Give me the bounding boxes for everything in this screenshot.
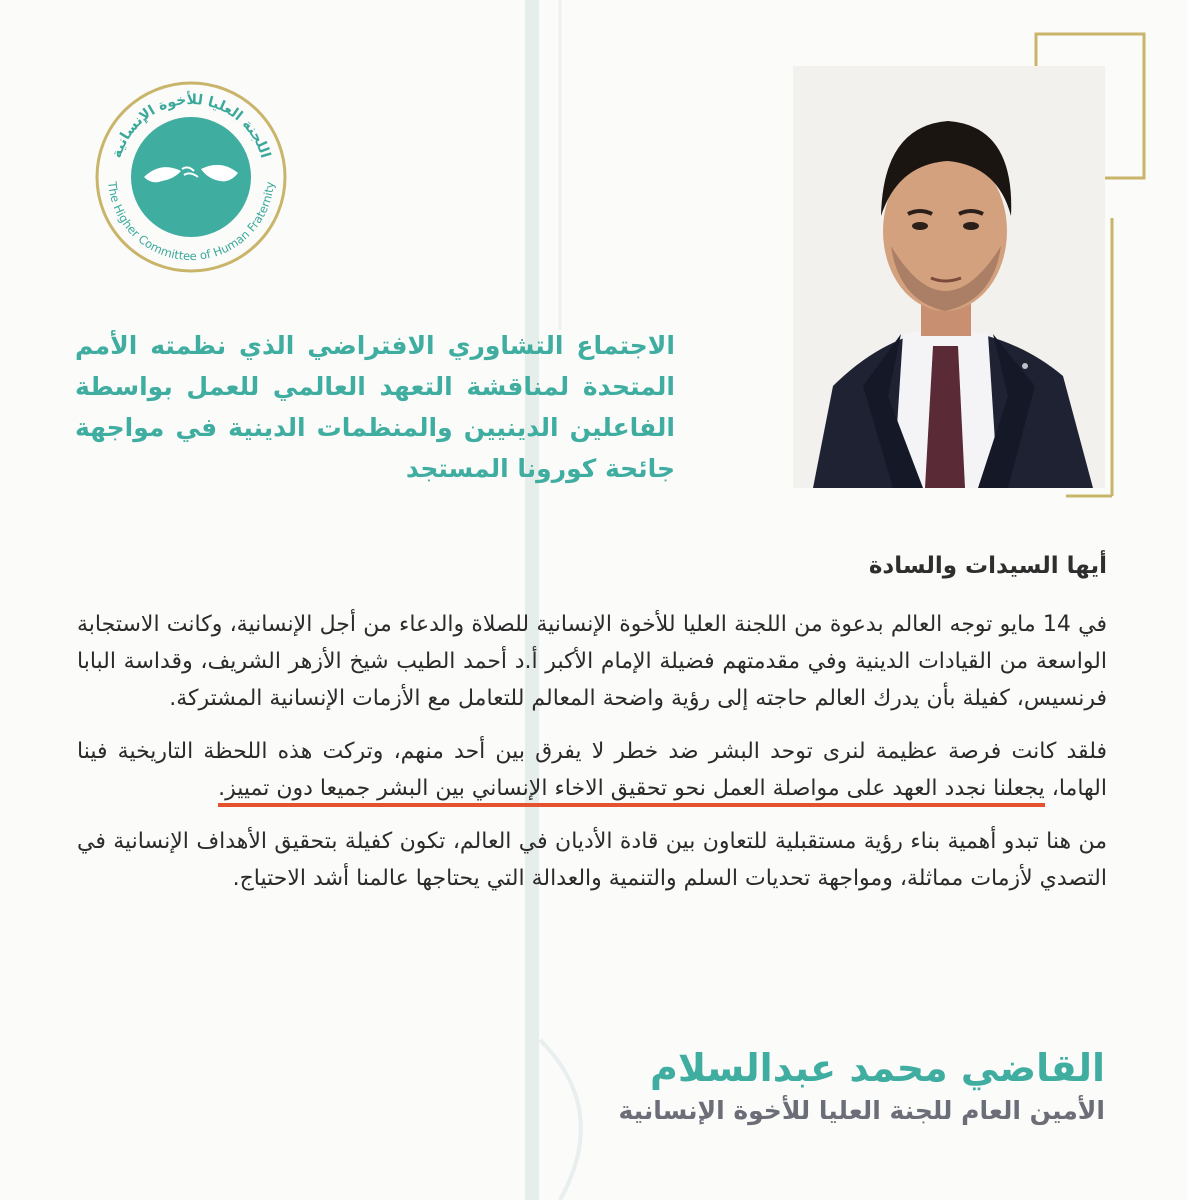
greeting: أيها السيدات والسادة xyxy=(868,553,1107,579)
paragraph-3: من هنا تبدو أهمية بناء رؤية مستقبلية للتعاون بين قادة الأديان في العالم، تكون كفيلة بتحقيق الأهداف الإنسانية في التصدي لأزمات مماثلة، ومواجهة تحديات السلم والتنمية والعدالة التي يحتاجها عالمنا أشد الاحتياج. xyxy=(77,829,1107,891)
paragraph-2-start: فلقد كانت فرصة عظيمة لنرى توحد البشر ضد خطر لا يفرق بين أحد منهم، وتركت هذه اللحظة التاريخية فينا الهاما، xyxy=(77,739,1107,801)
logo-arabic-name: اللجنة العليا للأخوة الإنسانية xyxy=(108,91,274,160)
signature-name: القاضي محمد عبدالسلام xyxy=(650,1046,1105,1090)
portrait-photo xyxy=(793,66,1105,488)
committee-logo xyxy=(86,81,296,273)
paragraph-1: في 14 مايو توجه العالم بدعوة من اللجنة العليا للأخوة الإنسانية للصلاة والدعاء من أجل الإنسانية، وكانت الاستجابة الواسعة من القيادات الدينية وفي مقدمتهم فضيلة الإمام الأكبر أ.د أحمد الطيب شيخ الأزهر الشريف، وقداسة البابا فرنسيس، كفيلة بأن يدرك العالم حاجته إلى رؤية واضحة المعالم للتعامل مع الأزمات الإنسانية المشتركة. xyxy=(77,612,1107,711)
statement-body xyxy=(77,548,1107,913)
headline: الاجتماع التشاوري الافتراضي الذي نظمته الأمم المتحدة لمناقشة التعهد العالمي للعمل بواسطة الفاعلين الدينيين والمنظمات الدينية في مواجهة جائحة كورونا المستجد xyxy=(75,331,675,483)
paragraph-2 xyxy=(77,733,1107,807)
portrait-illustration xyxy=(793,66,1105,488)
signature-title: الأمين العام للجنة العليا للأخوة الإنسانية xyxy=(618,1096,1105,1125)
highlighted-sentence: يجعلنا نجدد العهد على مواصلة العمل نحو تحقيق الاخاء الإنساني بين البشر جميعا دون تمييز. xyxy=(218,776,1045,807)
logo-english-name: The Higher Committee of Human Fraternity xyxy=(105,180,277,264)
